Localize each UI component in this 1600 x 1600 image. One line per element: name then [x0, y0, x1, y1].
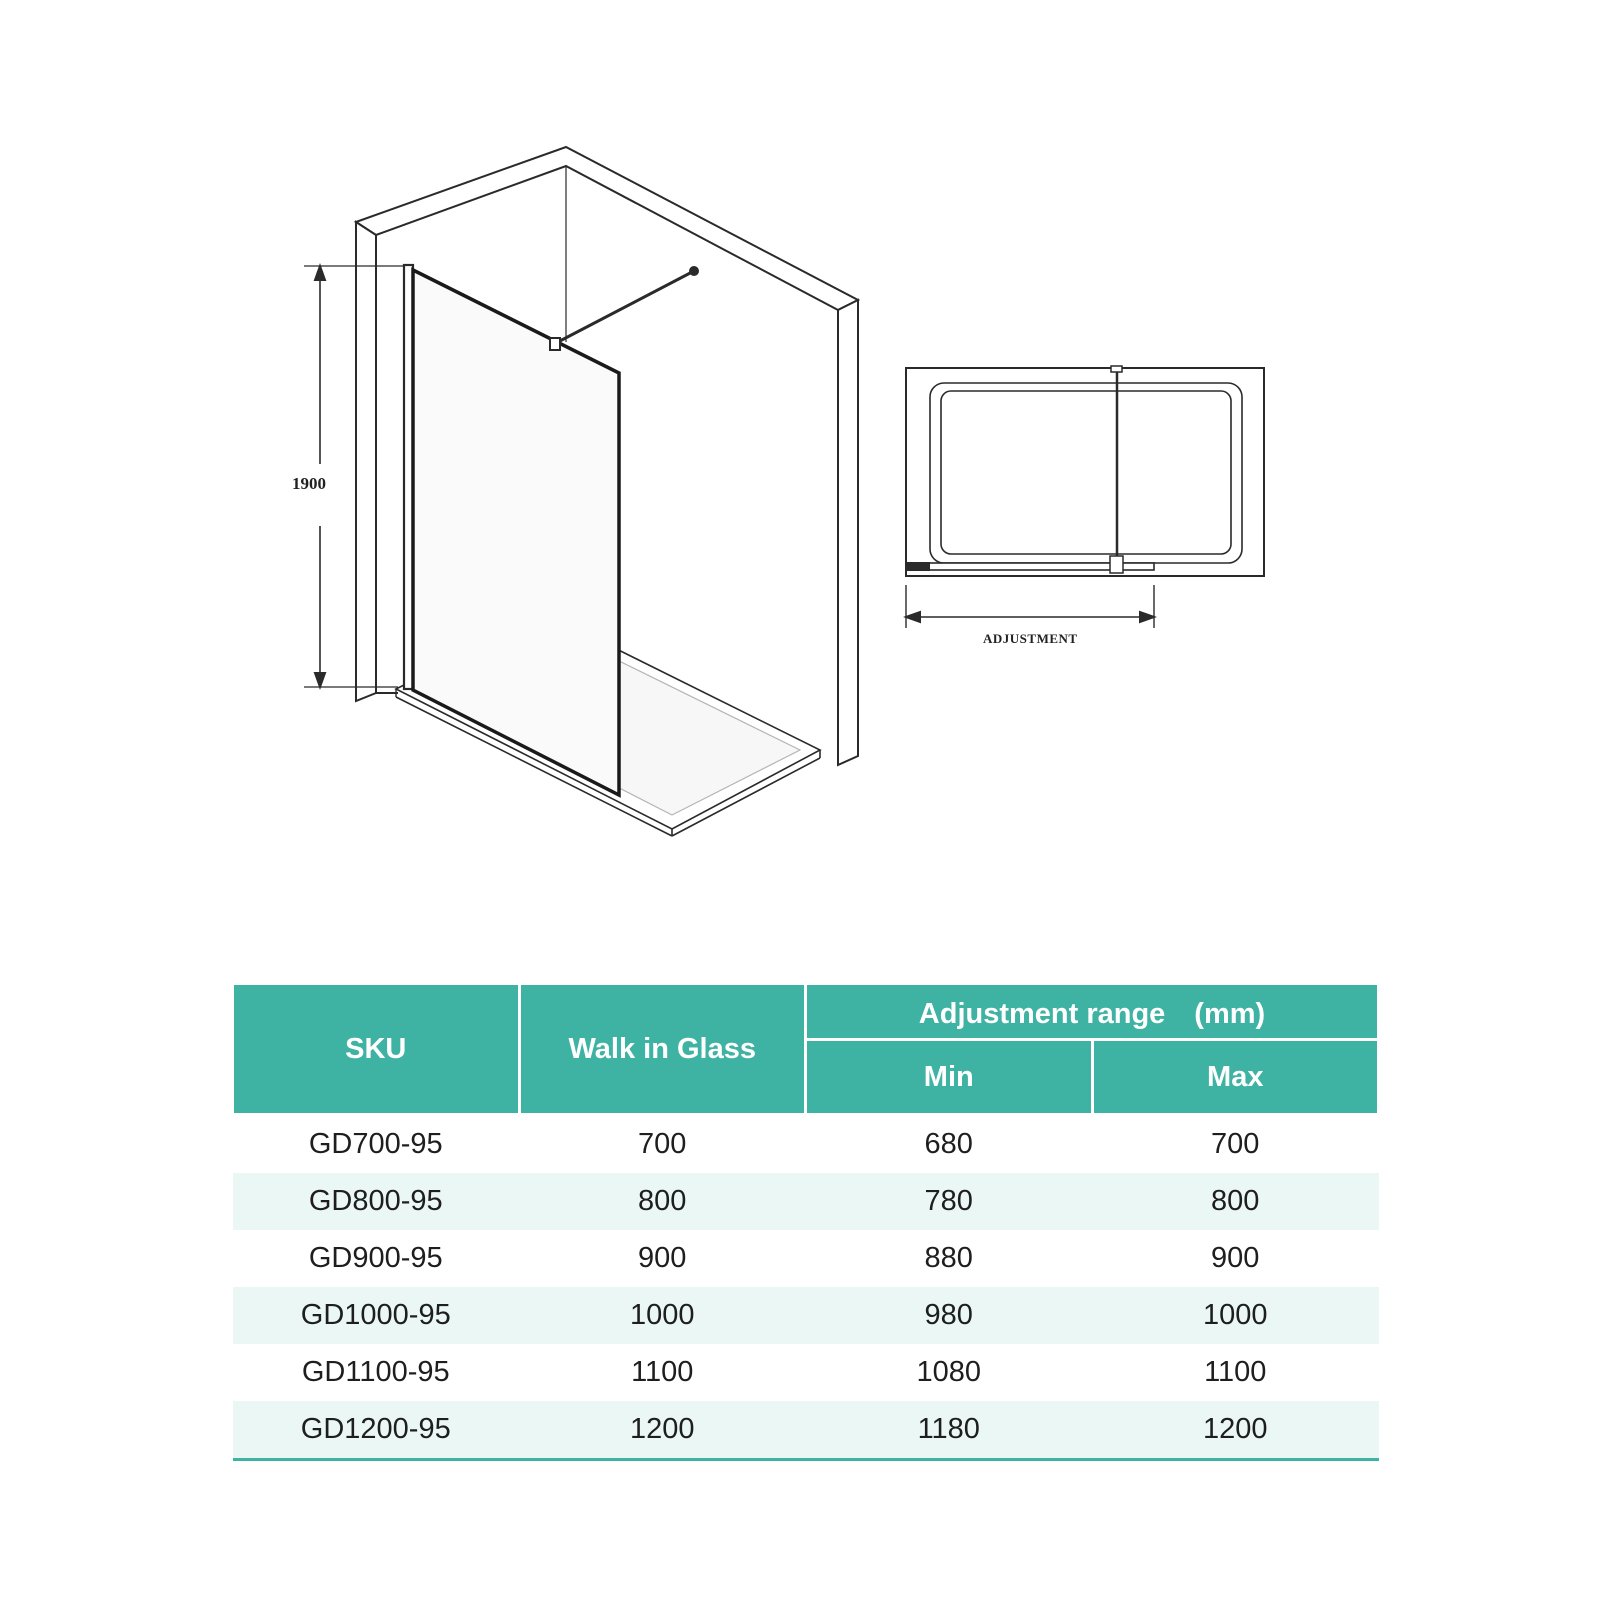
table-row — [233, 1344, 1379, 1401]
plan-view — [906, 366, 1264, 628]
glass-panel — [413, 270, 619, 795]
table-row — [233, 1173, 1379, 1230]
cell-max: 700 — [1211, 1128, 1260, 1160]
support-bar — [556, 271, 694, 343]
table-body — [233, 1115, 1379, 1460]
cell-sku: GD900-95 — [308, 1242, 443, 1274]
cell-sku: GD800-95 — [233, 1173, 520, 1230]
cell-min: 880 — [924, 1242, 973, 1274]
cell-glass: 700 — [638, 1128, 687, 1160]
header-walk-in-glass: Walk in Glass — [519, 984, 806, 1115]
header-adjustment-range: Adjustment range (mm) — [806, 984, 1379, 1040]
cell-sku: GD1200-95 — [233, 1401, 520, 1460]
cell-glass: 1000 — [519, 1287, 806, 1344]
header-max: Max — [1092, 1040, 1379, 1115]
height-dimension-label: 1900 — [292, 474, 326, 493]
cell-sku: GD700-95 — [308, 1128, 443, 1160]
right-wall-edge — [838, 300, 858, 765]
left-wall-edge — [356, 222, 376, 701]
header-sku: SKU — [233, 984, 520, 1115]
cell-glass: 800 — [519, 1173, 806, 1230]
cell-min: 1180 — [806, 1401, 1093, 1460]
plan-outer-frame — [906, 368, 1264, 576]
cell-glass: 900 — [638, 1242, 687, 1274]
table-row — [233, 1401, 1379, 1460]
cell-min: 980 — [806, 1287, 1093, 1344]
bar-wall-bracket — [690, 267, 698, 275]
cell-max: 1000 — [1092, 1287, 1379, 1344]
cell-min: 1080 — [916, 1356, 981, 1388]
table-row — [233, 1287, 1379, 1344]
table-row — [233, 1115, 1379, 1174]
cell-max: 1200 — [1092, 1401, 1379, 1460]
header-min: Min — [806, 1040, 1093, 1115]
table-header — [233, 984, 1379, 1115]
bar-glass-clamp — [550, 338, 560, 350]
cell-min: 780 — [806, 1173, 1093, 1230]
cell-sku: GD1000-95 — [233, 1287, 520, 1344]
cell-max: 900 — [1211, 1242, 1260, 1274]
cell-max: 1100 — [1204, 1356, 1267, 1388]
table-row — [233, 1230, 1379, 1287]
cell-min: 680 — [924, 1128, 973, 1160]
cell-glass: 1200 — [519, 1401, 806, 1460]
cell-sku: GD1100-95 — [301, 1356, 450, 1388]
cell-max: 800 — [1092, 1173, 1379, 1230]
spec-table — [231, 982, 1380, 1461]
adjustment-dimension-label: ADJUSTMENT — [983, 631, 1078, 646]
cell-glass: 1100 — [631, 1356, 694, 1388]
